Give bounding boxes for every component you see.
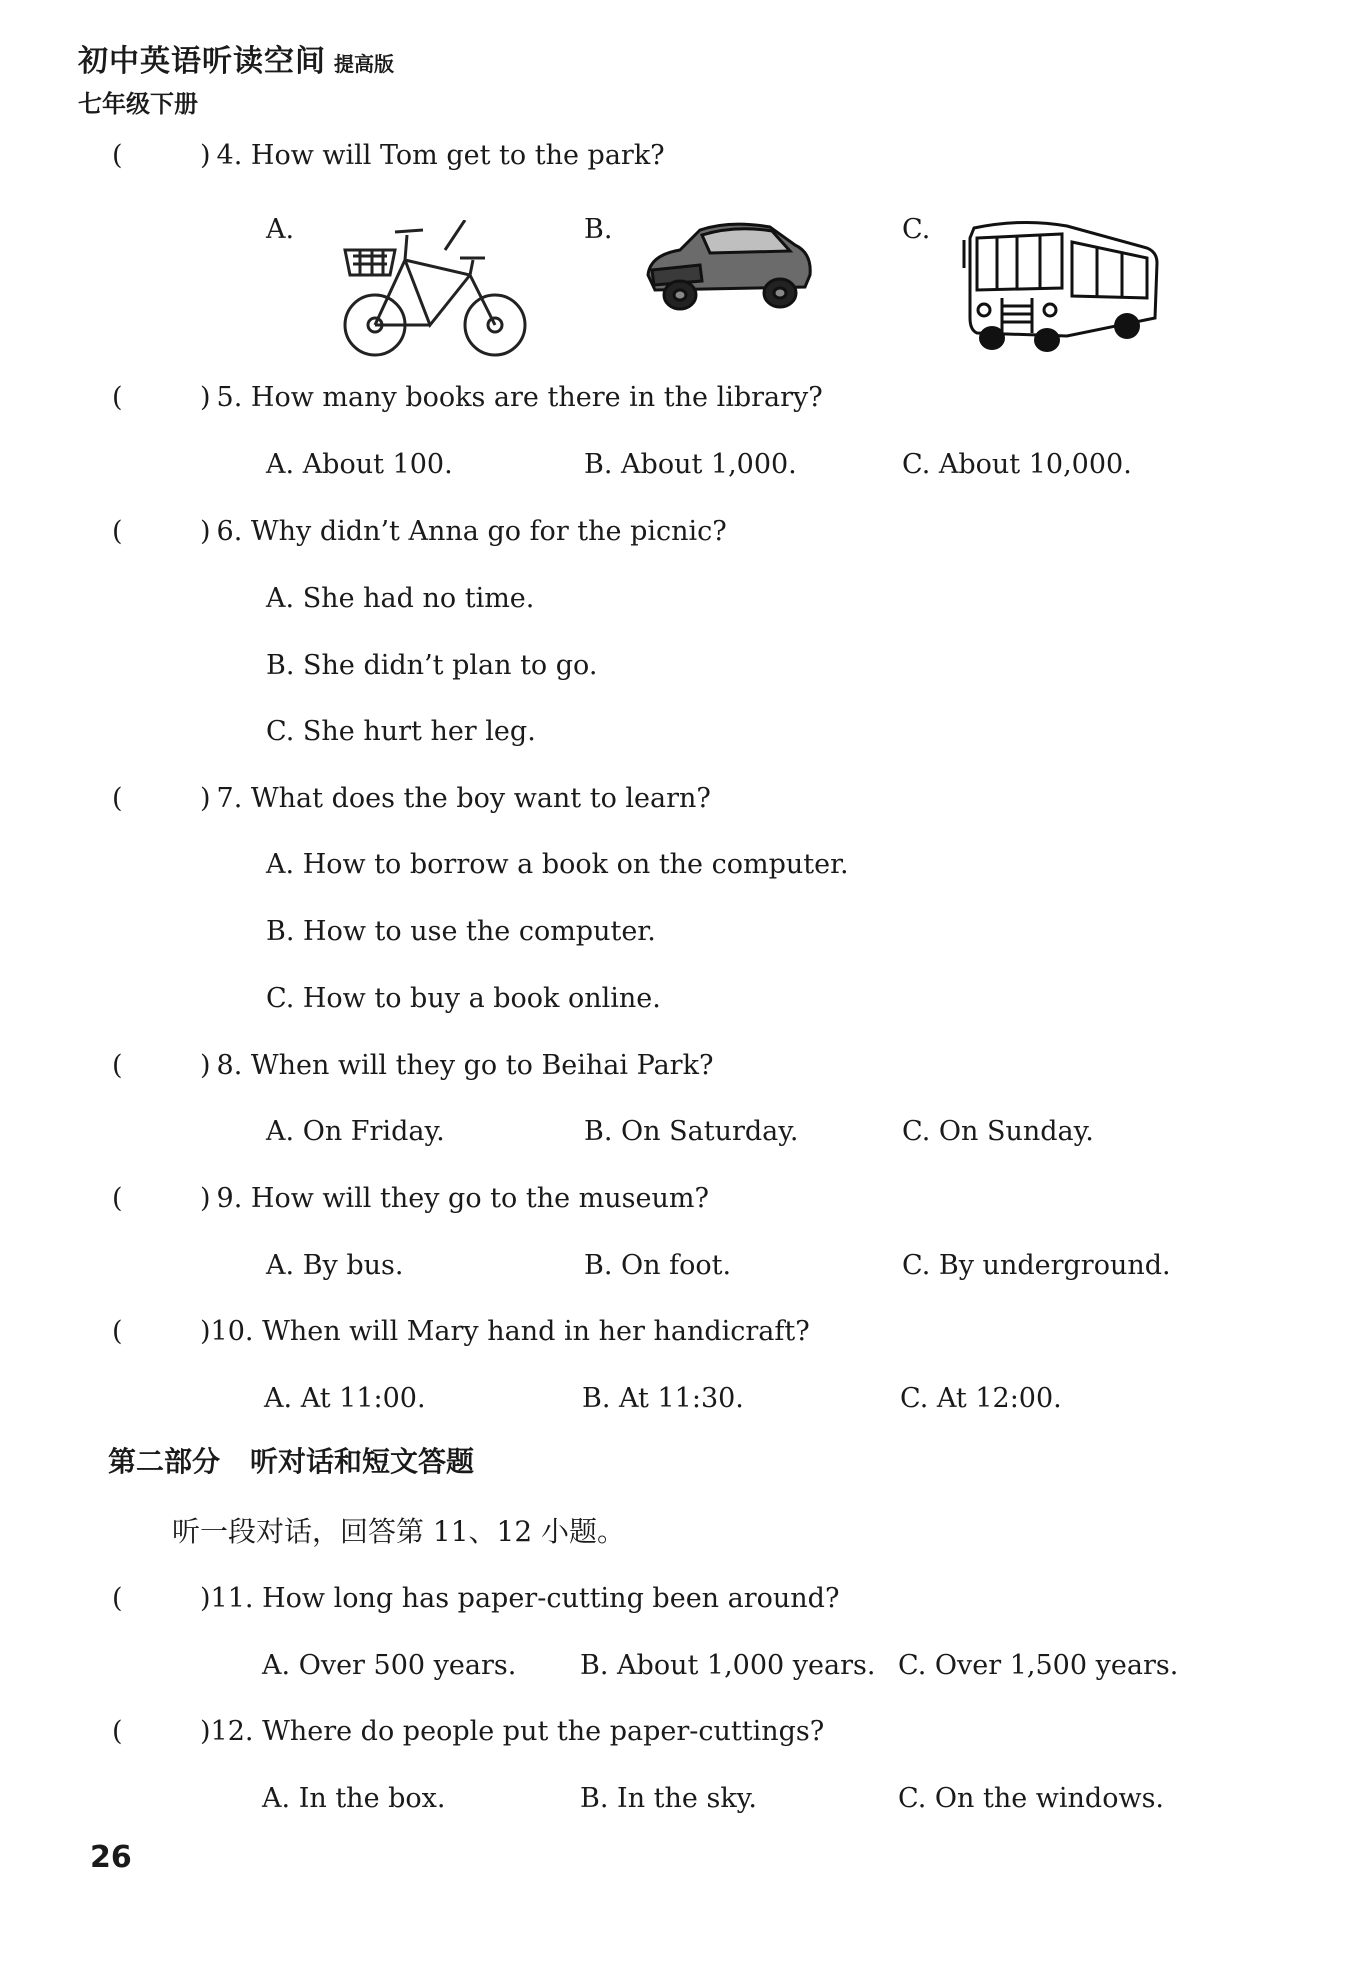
option-b[interactable] <box>266 650 597 681</box>
option-text: On Saturday. <box>621 1116 799 1147</box>
answer-blank-open[interactable]: ( <box>112 140 123 171</box>
option-label: A. <box>266 1116 295 1147</box>
option-b[interactable] <box>584 449 797 480</box>
option-label: C. <box>898 1650 927 1681</box>
page-header <box>78 36 394 119</box>
option-a[interactable] <box>266 449 453 480</box>
question-6 <box>112 516 727 547</box>
option-c[interactable] <box>900 1383 1062 1414</box>
option-label-b[interactable]: B. <box>584 214 613 245</box>
question-text: When will Mary hand in her handicraft? <box>262 1316 810 1347</box>
question-number: 4. <box>216 140 243 171</box>
option-text: About 1,000. <box>621 449 797 480</box>
section-instruction: 听一段对话，回答第 11、12 小题。 <box>172 1515 626 1548</box>
option-label: A. <box>266 449 295 480</box>
option-label: A. <box>262 1650 291 1681</box>
answer-blank-close: ) <box>200 1716 211 1747</box>
option-label: C. <box>902 1250 931 1281</box>
option-text: On the windows. <box>934 1783 1165 1814</box>
option-label: C. <box>902 1116 931 1147</box>
question-10 <box>112 1316 810 1347</box>
option-a[interactable] <box>262 1783 445 1814</box>
option-c[interactable] <box>898 1650 1178 1681</box>
option-b[interactable] <box>584 1116 799 1147</box>
grade-label: 七年级下册 <box>78 90 198 118</box>
question-number: 6. <box>216 516 243 547</box>
option-text: By bus. <box>302 1250 404 1281</box>
book-title: 初中英语听读空间 <box>78 44 326 79</box>
option-a[interactable] <box>266 583 534 614</box>
car-icon[interactable] <box>640 215 815 315</box>
question-number: 5. <box>216 382 243 413</box>
option-text: About 10,000. <box>938 449 1132 480</box>
question-text: Why didn’t Anna go for the picnic? <box>250 516 727 547</box>
option-label: C. <box>902 449 931 480</box>
option-text: On Sunday. <box>938 1116 1094 1147</box>
option-a[interactable] <box>266 1116 445 1147</box>
option-label: A. <box>266 583 295 614</box>
option-label: B. <box>584 1250 613 1281</box>
section-2-title <box>108 1440 474 1480</box>
answer-blank-close: ) <box>200 382 211 413</box>
option-text: At 11:00. <box>300 1383 426 1414</box>
question-text: What does the boy want to learn? <box>250 783 711 814</box>
option-text: At 12:00. <box>936 1383 1062 1414</box>
option-text: In the box. <box>298 1783 446 1814</box>
option-b[interactable] <box>582 1383 744 1414</box>
answer-blank-close: ) <box>200 1583 211 1614</box>
question-9 <box>112 1183 709 1214</box>
bus-icon[interactable] <box>962 218 1162 353</box>
question-text: Where do people put the paper-cuttings? <box>262 1716 825 1747</box>
answer-blank-open[interactable]: ( <box>112 783 123 814</box>
answer-blank-close: ) <box>200 140 211 171</box>
option-text: She didn’t plan to go. <box>303 650 598 681</box>
question-4 <box>112 140 665 171</box>
option-text: By underground. <box>938 1250 1171 1281</box>
option-label: B. <box>582 1383 611 1414</box>
option-b[interactable] <box>266 916 656 947</box>
question-11 <box>112 1583 839 1614</box>
option-text: On Friday. <box>302 1116 445 1147</box>
option-label: C. <box>900 1383 929 1414</box>
answer-blank-open[interactable]: ( <box>112 382 123 413</box>
option-b[interactable] <box>584 1250 731 1281</box>
option-label: B. <box>580 1783 609 1814</box>
option-a[interactable] <box>262 1650 516 1681</box>
option-text: She had no time. <box>302 583 535 614</box>
question-number: 12. <box>210 1716 254 1747</box>
option-a[interactable] <box>266 1250 403 1281</box>
answer-blank-open[interactable]: ( <box>112 1183 123 1214</box>
question-text: When will they go to Beihai Park? <box>250 1050 714 1081</box>
option-text: How to borrow a book on the computer. <box>302 849 849 880</box>
option-label: A. <box>264 1383 293 1414</box>
option-text: About 1,000 years. <box>617 1650 876 1681</box>
option-label: A. <box>266 849 295 880</box>
option-label: C. <box>266 983 295 1014</box>
question-5 <box>112 382 823 413</box>
answer-blank-open[interactable]: ( <box>112 1716 123 1747</box>
option-label: A. <box>262 1783 291 1814</box>
question-number: 11. <box>210 1583 254 1614</box>
option-text: How to use the computer. <box>303 916 656 947</box>
option-c[interactable] <box>902 1250 1171 1281</box>
option-a[interactable] <box>266 849 849 880</box>
option-b[interactable] <box>580 1650 875 1681</box>
answer-blank-open[interactable]: ( <box>112 1583 123 1614</box>
option-label: C. <box>266 716 295 747</box>
section-part-label: 第二部分 <box>108 1445 221 1478</box>
option-label: B. <box>584 449 613 480</box>
option-text: In the sky. <box>617 1783 757 1814</box>
question-7 <box>112 783 711 814</box>
section-heading: 听对话和短文答题 <box>250 1445 475 1478</box>
option-c[interactable] <box>266 983 661 1014</box>
question-number: 7. <box>216 783 243 814</box>
option-label: B. <box>266 650 295 681</box>
option-a[interactable] <box>264 1383 426 1414</box>
answer-blank-close: ) <box>200 516 211 547</box>
option-label: B. <box>584 1116 613 1147</box>
option-label-a[interactable]: A. <box>266 214 295 245</box>
answer-blank-close: ) <box>200 1050 211 1081</box>
question-8 <box>112 1050 713 1081</box>
option-c[interactable] <box>898 1783 1164 1814</box>
option-label: B. <box>266 916 295 947</box>
option-label-c[interactable]: C. <box>902 214 931 245</box>
answer-blank-close: ) <box>200 1183 211 1214</box>
option-text: About 100. <box>302 449 453 480</box>
option-label: B. <box>580 1650 609 1681</box>
option-c[interactable] <box>902 449 1132 480</box>
question-number: 8. <box>216 1050 243 1081</box>
answer-blank-open[interactable]: ( <box>112 1050 123 1081</box>
option-label: A. <box>266 1250 295 1281</box>
answer-blank-close: ) <box>200 783 211 814</box>
question-text: How will Tom get to the park? <box>250 140 665 171</box>
question-text: How long has paper-cutting been around? <box>262 1583 840 1614</box>
question-text: How many books are there in the library? <box>250 382 823 413</box>
question-text: How will they go to the museum? <box>250 1183 709 1214</box>
option-text: Over 1,500 years. <box>934 1650 1179 1681</box>
bicycle-icon[interactable] <box>335 220 545 360</box>
answer-blank-open[interactable]: ( <box>112 516 123 547</box>
option-text: Over 500 years. <box>298 1650 517 1681</box>
question-number: 10. <box>210 1316 254 1347</box>
option-c[interactable] <box>902 1116 1094 1147</box>
answer-blank-close: ) <box>200 1316 211 1347</box>
option-text: On foot. <box>621 1250 732 1281</box>
edition-label: 提高版 <box>334 52 394 76</box>
book-title-line <box>78 36 394 80</box>
question-12 <box>112 1716 824 1747</box>
page-number: 26 <box>90 1840 132 1875</box>
option-text: She hurt her leg. <box>302 716 536 747</box>
option-text: At 11:30. <box>619 1383 744 1414</box>
answer-blank-open[interactable]: ( <box>112 1316 123 1347</box>
option-text: How to buy a book online. <box>302 983 661 1014</box>
question-number: 9. <box>216 1183 243 1214</box>
option-b[interactable] <box>580 1783 757 1814</box>
option-label: C. <box>898 1783 927 1814</box>
option-c[interactable] <box>266 716 536 747</box>
